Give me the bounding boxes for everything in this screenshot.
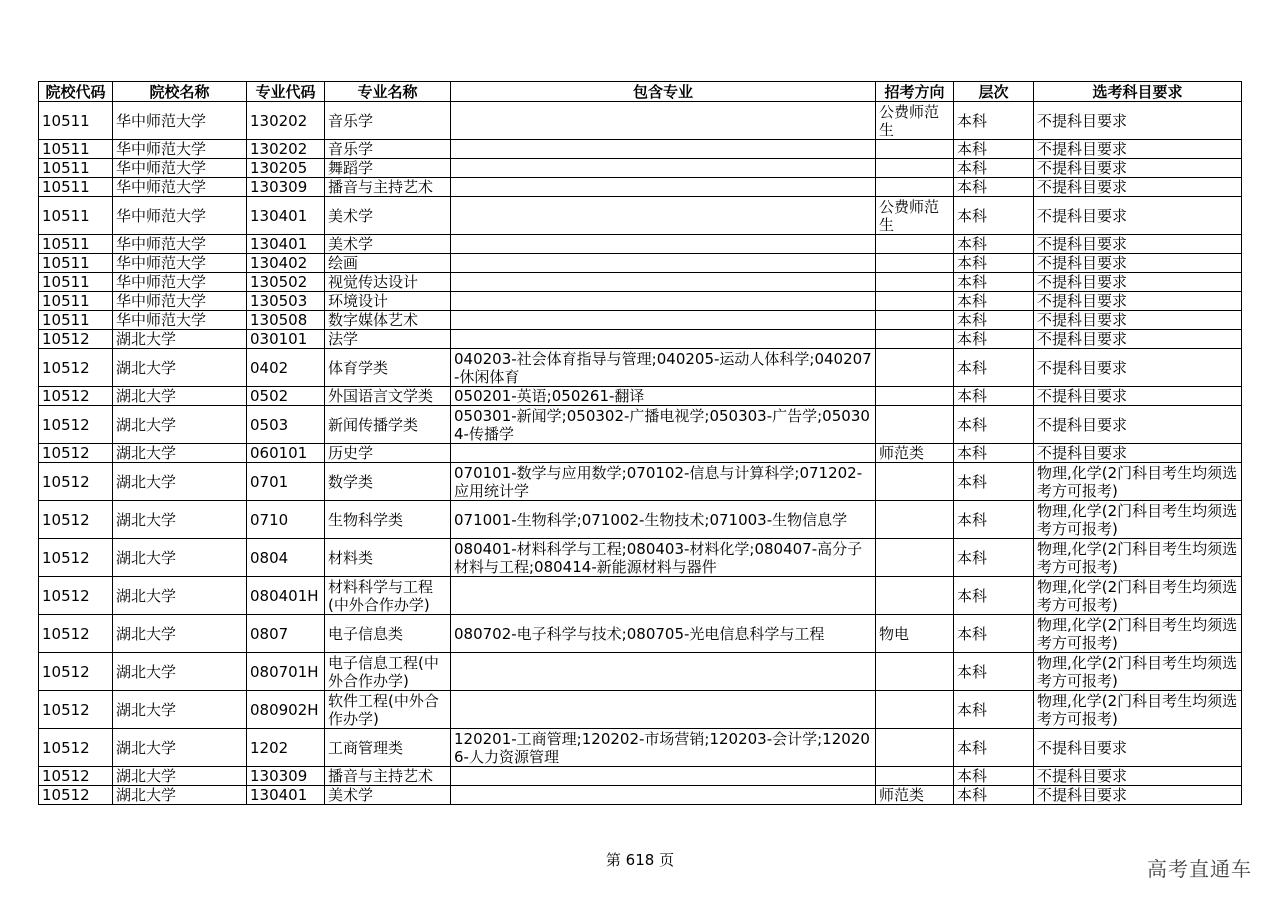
cell-requirement: 物理,化学(2门科目考生均须选考方可报考) bbox=[1034, 653, 1242, 691]
cell-major-code: 130309 bbox=[247, 178, 325, 197]
cell-included-majors bbox=[451, 102, 876, 140]
cell-level: 本科 bbox=[954, 463, 1034, 501]
cell-requirement: 物理,化学(2门科目考生均须选考方可报考) bbox=[1034, 539, 1242, 577]
cell-direction bbox=[876, 349, 954, 387]
cell-included-majors bbox=[451, 197, 876, 235]
cell-included-majors bbox=[451, 273, 876, 292]
cell-school-code: 10512 bbox=[39, 539, 113, 577]
cell-major-code: 0710 bbox=[247, 501, 325, 539]
cell-school-code: 10512 bbox=[39, 653, 113, 691]
cell-included-majors bbox=[451, 159, 876, 178]
cell-major-code: 030101 bbox=[247, 330, 325, 349]
cell-major-name: 美术学 bbox=[325, 235, 451, 254]
cell-school-code: 10512 bbox=[39, 691, 113, 729]
cell-requirement: 不提科目要求 bbox=[1034, 349, 1242, 387]
cell-level: 本科 bbox=[954, 311, 1034, 330]
cell-major-code: 1202 bbox=[247, 729, 325, 767]
cell-major-name: 视觉传达设计 bbox=[325, 273, 451, 292]
cell-major-name: 音乐学 bbox=[325, 102, 451, 140]
cell-requirement: 物理,化学(2门科目考生均须选考方可报考) bbox=[1034, 501, 1242, 539]
cell-direction bbox=[876, 406, 954, 444]
cell-major-name: 法学 bbox=[325, 330, 451, 349]
cell-major-code: 080701H bbox=[247, 653, 325, 691]
header-school-code: 院校代码 bbox=[39, 82, 113, 102]
cell-school-name: 华中师范大学 bbox=[113, 197, 247, 235]
cell-direction: 公费师范生 bbox=[876, 102, 954, 140]
cell-level: 本科 bbox=[954, 615, 1034, 653]
cell-major-code: 130502 bbox=[247, 273, 325, 292]
cell-school-code: 10511 bbox=[39, 292, 113, 311]
table-row bbox=[39, 349, 1242, 387]
cell-included-majors bbox=[451, 254, 876, 273]
cell-included-majors bbox=[451, 311, 876, 330]
cell-major-name: 播音与主持艺术 bbox=[325, 178, 451, 197]
table-row bbox=[39, 444, 1242, 463]
cell-school-name: 华中师范大学 bbox=[113, 159, 247, 178]
cell-requirement: 不提科目要求 bbox=[1034, 406, 1242, 444]
cell-major-name: 数字媒体艺术 bbox=[325, 311, 451, 330]
table-row bbox=[39, 197, 1242, 235]
cell-school-code: 10511 bbox=[39, 178, 113, 197]
cell-level: 本科 bbox=[954, 501, 1034, 539]
table-row bbox=[39, 786, 1242, 805]
cell-major-code: 0502 bbox=[247, 387, 325, 406]
cell-included-majors bbox=[451, 292, 876, 311]
table-row bbox=[39, 235, 1242, 254]
cell-school-code: 10511 bbox=[39, 102, 113, 140]
cell-school-name: 湖北大学 bbox=[113, 729, 247, 767]
cell-major-code: 130309 bbox=[247, 767, 325, 786]
cell-school-code: 10512 bbox=[39, 786, 113, 805]
cell-major-name: 数学类 bbox=[325, 463, 451, 501]
cell-included-majors: 071001-生物科学;071002-生物技术;071003-生物信息学 bbox=[451, 501, 876, 539]
cell-level: 本科 bbox=[954, 406, 1034, 444]
cell-school-name: 湖北大学 bbox=[113, 387, 247, 406]
cell-school-code: 10511 bbox=[39, 254, 113, 273]
cell-level: 本科 bbox=[954, 786, 1034, 805]
cell-school-name: 湖北大学 bbox=[113, 691, 247, 729]
page-number: 第 618 页 bbox=[605, 851, 675, 869]
table-body bbox=[39, 102, 1242, 805]
cell-level: 本科 bbox=[954, 653, 1034, 691]
cell-major-code: 080401H bbox=[247, 577, 325, 615]
cell-major-name: 体育学类 bbox=[325, 349, 451, 387]
cell-level: 本科 bbox=[954, 349, 1034, 387]
table-row bbox=[39, 615, 1242, 653]
cell-major-name: 电子信息工程(中外合作办学) bbox=[325, 653, 451, 691]
cell-requirement: 不提科目要求 bbox=[1034, 197, 1242, 235]
cell-direction: 公费师范生 bbox=[876, 197, 954, 235]
cell-school-code: 10511 bbox=[39, 235, 113, 254]
cell-major-code: 130401 bbox=[247, 235, 325, 254]
cell-school-code: 10511 bbox=[39, 197, 113, 235]
cell-major-code: 0804 bbox=[247, 539, 325, 577]
cell-major-name: 新闻传播学类 bbox=[325, 406, 451, 444]
cell-included-majors: 080401-材料科学与工程;080403-材料化学;080407-高分子材料与工程;080414-新能源材料与器件 bbox=[451, 539, 876, 577]
cell-school-name: 华中师范大学 bbox=[113, 235, 247, 254]
cell-included-majors bbox=[451, 178, 876, 197]
cell-requirement: 物理,化学(2门科目考生均须选考方可报考) bbox=[1034, 463, 1242, 501]
cell-requirement: 不提科目要求 bbox=[1034, 273, 1242, 292]
cell-school-code: 10512 bbox=[39, 577, 113, 615]
cell-school-name: 华中师范大学 bbox=[113, 178, 247, 197]
table-row bbox=[39, 729, 1242, 767]
cell-direction bbox=[876, 501, 954, 539]
cell-major-code: 060101 bbox=[247, 444, 325, 463]
cell-level: 本科 bbox=[954, 140, 1034, 159]
table-row bbox=[39, 539, 1242, 577]
cell-school-code: 10512 bbox=[39, 501, 113, 539]
cell-direction bbox=[876, 292, 954, 311]
cell-level: 本科 bbox=[954, 729, 1034, 767]
cell-included-majors bbox=[451, 140, 876, 159]
cell-included-majors bbox=[451, 786, 876, 805]
cell-requirement: 不提科目要求 bbox=[1034, 254, 1242, 273]
cell-school-name: 湖北大学 bbox=[113, 653, 247, 691]
header-major-name: 专业名称 bbox=[325, 82, 451, 102]
cell-level: 本科 bbox=[954, 102, 1034, 140]
cell-major-code: 130508 bbox=[247, 311, 325, 330]
header-school-name: 院校名称 bbox=[113, 82, 247, 102]
cell-direction bbox=[876, 729, 954, 767]
cell-major-code: 130202 bbox=[247, 140, 325, 159]
cell-included-majors bbox=[451, 653, 876, 691]
cell-direction bbox=[876, 235, 954, 254]
cell-requirement: 不提科目要求 bbox=[1034, 444, 1242, 463]
cell-school-name: 湖北大学 bbox=[113, 615, 247, 653]
cell-school-name: 湖北大学 bbox=[113, 577, 247, 615]
table-row bbox=[39, 501, 1242, 539]
cell-major-name: 美术学 bbox=[325, 197, 451, 235]
cell-direction bbox=[876, 178, 954, 197]
cell-level: 本科 bbox=[954, 197, 1034, 235]
table-row bbox=[39, 463, 1242, 501]
cell-school-code: 10511 bbox=[39, 311, 113, 330]
cell-major-name: 美术学 bbox=[325, 786, 451, 805]
cell-major-code: 130202 bbox=[247, 102, 325, 140]
cell-major-name: 材料科学与工程(中外合作办学) bbox=[325, 577, 451, 615]
cell-included-majors: 040203-社会体育指导与管理;040205-运动人体科学;040207-休闲体育 bbox=[451, 349, 876, 387]
cell-included-majors bbox=[451, 577, 876, 615]
cell-school-name: 湖北大学 bbox=[113, 330, 247, 349]
cell-level: 本科 bbox=[954, 159, 1034, 178]
header-row bbox=[39, 82, 1242, 102]
table-row bbox=[39, 691, 1242, 729]
cell-direction bbox=[876, 539, 954, 577]
cell-requirement: 不提科目要求 bbox=[1034, 178, 1242, 197]
cell-school-code: 10512 bbox=[39, 615, 113, 653]
header-major-code: 专业代码 bbox=[247, 82, 325, 102]
cell-requirement: 不提科目要求 bbox=[1034, 330, 1242, 349]
cell-school-name: 华中师范大学 bbox=[113, 273, 247, 292]
cell-requirement: 不提科目要求 bbox=[1034, 786, 1242, 805]
cell-direction bbox=[876, 254, 954, 273]
table-row bbox=[39, 577, 1242, 615]
cell-level: 本科 bbox=[954, 444, 1034, 463]
cell-direction bbox=[876, 767, 954, 786]
cell-school-name: 湖北大学 bbox=[113, 463, 247, 501]
cell-included-majors bbox=[451, 691, 876, 729]
cell-school-name: 华中师范大学 bbox=[113, 102, 247, 140]
cell-major-name: 外国语言文学类 bbox=[325, 387, 451, 406]
cell-direction: 师范类 bbox=[876, 786, 954, 805]
cell-level: 本科 bbox=[954, 235, 1034, 254]
cell-school-name: 湖北大学 bbox=[113, 501, 247, 539]
table-row bbox=[39, 406, 1242, 444]
cell-major-name: 舞蹈学 bbox=[325, 159, 451, 178]
table-row bbox=[39, 292, 1242, 311]
table-row bbox=[39, 653, 1242, 691]
cell-requirement: 不提科目要求 bbox=[1034, 102, 1242, 140]
table-row bbox=[39, 102, 1242, 140]
cell-major-code: 130402 bbox=[247, 254, 325, 273]
cell-school-name: 湖北大学 bbox=[113, 786, 247, 805]
cell-requirement: 不提科目要求 bbox=[1034, 140, 1242, 159]
cell-requirement: 不提科目要求 bbox=[1034, 159, 1242, 178]
table-row bbox=[39, 273, 1242, 292]
cell-included-majors: 050301-新闻学;050302-广播电视学;050303-广告学;050304-传播学 bbox=[451, 406, 876, 444]
cell-major-code: 130401 bbox=[247, 786, 325, 805]
cell-school-code: 10511 bbox=[39, 140, 113, 159]
cell-school-name: 湖北大学 bbox=[113, 349, 247, 387]
cell-major-code: 0503 bbox=[247, 406, 325, 444]
cell-level: 本科 bbox=[954, 254, 1034, 273]
cell-direction bbox=[876, 387, 954, 406]
cell-direction bbox=[876, 273, 954, 292]
cell-direction bbox=[876, 330, 954, 349]
cell-major-name: 软件工程(中外合作办学) bbox=[325, 691, 451, 729]
cell-included-majors: 120201-工商管理;120202-市场营销;120203-会计学;120206-人力资源管理 bbox=[451, 729, 876, 767]
cell-direction bbox=[876, 140, 954, 159]
cell-school-name: 华中师范大学 bbox=[113, 311, 247, 330]
header-level: 层次 bbox=[954, 82, 1034, 102]
cell-school-code: 10511 bbox=[39, 273, 113, 292]
cell-requirement: 物理,化学(2门科目考生均须选考方可报考) bbox=[1034, 577, 1242, 615]
cell-direction: 物电 bbox=[876, 615, 954, 653]
cell-major-name: 历史学 bbox=[325, 444, 451, 463]
cell-school-code: 10512 bbox=[39, 463, 113, 501]
cell-included-majors bbox=[451, 330, 876, 349]
cell-school-code: 10512 bbox=[39, 444, 113, 463]
cell-requirement: 不提科目要求 bbox=[1034, 767, 1242, 786]
table-row bbox=[39, 159, 1242, 178]
header-direction: 招考方向 bbox=[876, 82, 954, 102]
cell-school-name: 湖北大学 bbox=[113, 767, 247, 786]
cell-included-majors bbox=[451, 767, 876, 786]
cell-school-code: 10512 bbox=[39, 330, 113, 349]
cell-requirement: 不提科目要求 bbox=[1034, 235, 1242, 254]
cell-level: 本科 bbox=[954, 292, 1034, 311]
cell-level: 本科 bbox=[954, 577, 1034, 615]
cell-level: 本科 bbox=[954, 387, 1034, 406]
cell-school-code: 10512 bbox=[39, 387, 113, 406]
cell-level: 本科 bbox=[954, 691, 1034, 729]
cell-level: 本科 bbox=[954, 178, 1034, 197]
cell-direction bbox=[876, 159, 954, 178]
cell-direction bbox=[876, 463, 954, 501]
cell-school-name: 湖北大学 bbox=[113, 406, 247, 444]
table-row bbox=[39, 387, 1242, 406]
table-row bbox=[39, 254, 1242, 273]
cell-requirement: 不提科目要求 bbox=[1034, 292, 1242, 311]
cell-included-majors: 080702-电子科学与技术;080705-光电信息科学与工程 bbox=[451, 615, 876, 653]
table-row bbox=[39, 330, 1242, 349]
cell-level: 本科 bbox=[954, 539, 1034, 577]
cell-major-code: 130503 bbox=[247, 292, 325, 311]
cell-major-code: 0807 bbox=[247, 615, 325, 653]
cell-major-name: 播音与主持艺术 bbox=[325, 767, 451, 786]
cell-requirement: 不提科目要求 bbox=[1034, 729, 1242, 767]
cell-direction bbox=[876, 577, 954, 615]
cell-major-name: 环境设计 bbox=[325, 292, 451, 311]
cell-level: 本科 bbox=[954, 330, 1034, 349]
cell-requirement: 不提科目要求 bbox=[1034, 311, 1242, 330]
cell-school-code: 10512 bbox=[39, 406, 113, 444]
cell-major-name: 工商管理类 bbox=[325, 729, 451, 767]
cell-included-majors: 070101-数学与应用数学;070102-信息与计算科学;071202-应用统计学 bbox=[451, 463, 876, 501]
cell-major-name: 音乐学 bbox=[325, 140, 451, 159]
cell-level: 本科 bbox=[954, 767, 1034, 786]
cell-requirement: 物理,化学(2门科目考生均须选考方可报考) bbox=[1034, 691, 1242, 729]
cell-school-name: 华中师范大学 bbox=[113, 254, 247, 273]
cell-school-name: 湖北大学 bbox=[113, 444, 247, 463]
header-requirement: 选考科目要求 bbox=[1034, 82, 1242, 102]
cell-school-name: 湖北大学 bbox=[113, 539, 247, 577]
cell-requirement: 不提科目要求 bbox=[1034, 387, 1242, 406]
table-row bbox=[39, 311, 1242, 330]
cell-major-code: 0701 bbox=[247, 463, 325, 501]
cell-requirement: 物理,化学(2门科目考生均须选考方可报考) bbox=[1034, 615, 1242, 653]
cell-direction bbox=[876, 691, 954, 729]
cell-school-code: 10511 bbox=[39, 159, 113, 178]
cell-major-code: 080902H bbox=[247, 691, 325, 729]
cell-level: 本科 bbox=[954, 273, 1034, 292]
cell-direction bbox=[876, 653, 954, 691]
cell-included-majors bbox=[451, 235, 876, 254]
cell-major-code: 130205 bbox=[247, 159, 325, 178]
cell-direction bbox=[876, 311, 954, 330]
cell-school-code: 10512 bbox=[39, 767, 113, 786]
table-row bbox=[39, 140, 1242, 159]
cell-school-name: 华中师范大学 bbox=[113, 292, 247, 311]
cell-major-code: 0402 bbox=[247, 349, 325, 387]
cell-included-majors bbox=[451, 444, 876, 463]
cell-school-code: 10512 bbox=[39, 729, 113, 767]
header-included-majors: 包含专业 bbox=[451, 82, 876, 102]
table-row bbox=[39, 178, 1242, 197]
admission-table bbox=[38, 81, 1242, 805]
cell-school-code: 10512 bbox=[39, 349, 113, 387]
cell-major-name: 生物科学类 bbox=[325, 501, 451, 539]
cell-included-majors: 050201-英语;050261-翻译 bbox=[451, 387, 876, 406]
watermark-logo-text: 高考直通车 bbox=[1147, 857, 1252, 881]
cell-direction: 师范类 bbox=[876, 444, 954, 463]
table-row bbox=[39, 767, 1242, 786]
cell-major-name: 材料类 bbox=[325, 539, 451, 577]
cell-major-name: 电子信息类 bbox=[325, 615, 451, 653]
cell-major-name: 绘画 bbox=[325, 254, 451, 273]
cell-school-name: 华中师范大学 bbox=[113, 140, 247, 159]
cell-major-code: 130401 bbox=[247, 197, 325, 235]
